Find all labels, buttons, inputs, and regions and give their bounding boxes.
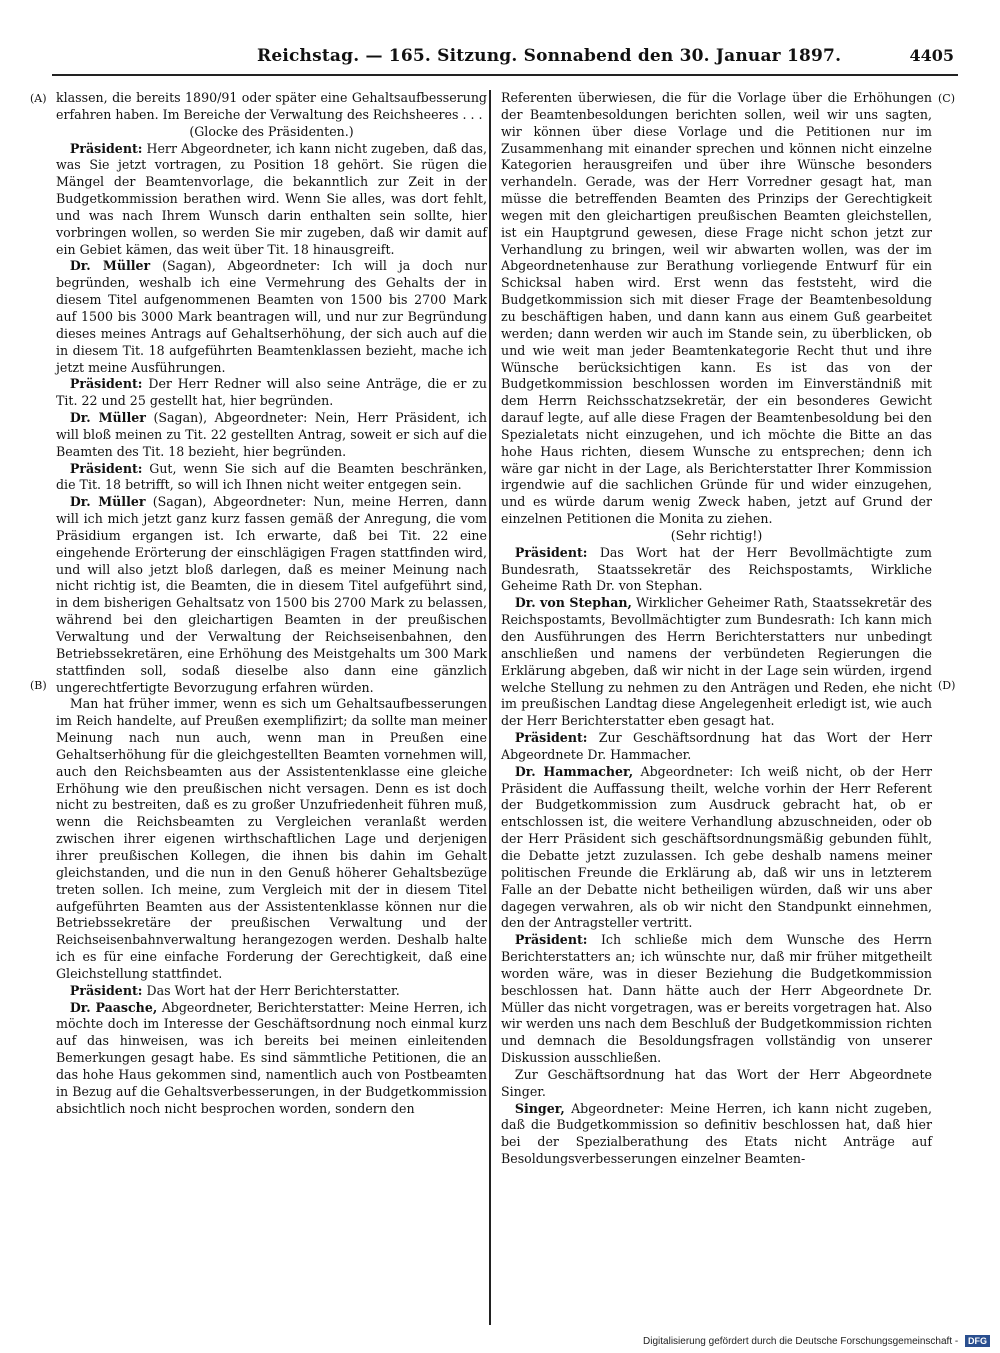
paragraph-text: Abgeordneter: Meine Herren, ich kann nicht zugeben, daß die Budgetkommission so definitiv beschlossen hat, daß hier bei der Spezialberathung des Etats nicht Anträge auf Besoldungsverbesserungen einzelner Beamten- xyxy=(501,1100,932,1167)
paragraph xyxy=(56,124,487,141)
page-number: 4405 xyxy=(909,46,954,65)
speaker-name: Präsident: xyxy=(69,376,143,392)
paragraph xyxy=(56,461,487,495)
paragraph xyxy=(56,90,487,124)
speaker-name: Dr. Müller xyxy=(69,258,151,274)
paragraph xyxy=(501,90,932,528)
paragraph xyxy=(56,983,487,1000)
paragraph-text: (Sagan), Abgeordneter: Ich will ja doch nur begründen, weshalb ich eine Vermehrung des Gehalts der in diesem Titel aufgenommenen Beamten von 1500 bis 2700 Mark auf 1500 bis 3000 Mark beantragen will, und nur zur Begründung dieses meines Antrags auf Gehaltserhöhung, der sich auch auf die in diesem Tit. 18 aufgeführten Beamtenklassen bezieht, mache ich jetzt meine Ausführungen. xyxy=(56,258,487,375)
paragraph-text: Das Wort hat der Herr Bevollmächtigte zum Bundesrath, Staatssekretär des Reichspostamts, Wirkliche Geheime Rath Dr. von Stephan. xyxy=(501,544,932,594)
page-header xyxy=(52,38,958,76)
dfg-logo: DFG xyxy=(965,1335,990,1347)
paragraph xyxy=(501,1067,932,1101)
paragraph-text: Wirklicher Geheimer Rath, Staatssekretär des Reichspostamts, Bevollmächtigter zum Bundesrath: Ich kann mich den Ausführungen des Herrn Berichterstatters nur unbedingt anschließen und namens der verbündeten Regierungen die Erklärung abgeben, daß wir nicht in der Lage sein würden, irgend welche Stellung zu nehmen zu den Anträgen und Reden, ehe nicht im preußischen Landtag diese Angelegenheit erledigt ist, wie auch der Herr Berichterstatter eben gesagt hat. xyxy=(501,595,932,729)
left-column xyxy=(56,90,487,1117)
paragraph-text: klassen, die bereits 1890/91 oder später eine Gehaltsaufbesserung erfahren haben. Im Bereiche der Verwaltung des Reichsheeres . . . xyxy=(56,90,487,122)
paragraph xyxy=(501,764,932,932)
running-title: Reichstag. — 165. Sitzung. Sonnabend den 30. Januar 1897. xyxy=(257,46,842,66)
speaker-name: Präsident: xyxy=(69,140,143,156)
paragraph-text: Der Herr Redner will also seine Anträge, die er zu Tit. 22 und 25 gestellt hat, hier begründen. xyxy=(56,376,487,409)
speaker-name: Präsident: xyxy=(69,982,143,998)
paragraph xyxy=(56,696,487,982)
paragraph xyxy=(501,730,932,764)
paragraph xyxy=(501,545,932,596)
speaker-name: Singer, xyxy=(514,1100,565,1116)
paragraph-text: (Glocke des Präsidenten.) xyxy=(189,123,354,139)
speaker-name: Dr. von Stephan, xyxy=(514,595,632,611)
paragraph xyxy=(56,376,487,410)
paragraph-text: Gut, wenn Sie sich auf die Beamten beschränken, die Tit. 18 betrifft, so will ich Ihnen nicht weiter entgegen sein. xyxy=(56,460,487,493)
paragraph xyxy=(56,494,487,696)
margin-mark-d: (D) xyxy=(938,679,956,692)
speaker-name: Präsident: xyxy=(69,460,143,476)
paragraph-text: Zur Geschäftsordnung hat das Wort der Herr Abgeordnete Dr. Hammacher. xyxy=(501,730,932,762)
speaker-name: Präsident: xyxy=(514,544,588,560)
paragraph-text: Abgeordneter: Ich weiß nicht, ob der Herr Präsident die Auffassung theilt, welche vorhin der Herr Referent der Budgetkommission zum Ausdruck gebracht hat, ob er entschlossen ist, die weitere Verhandlung abzuschneiden, oder ob der Herr Präsident sich geschäftsordnungsmäßig gebunden fühlt, die Debatte jetzt zuzulassen. Ich gebe deshalb namens meiner politischen Freunde die Erklärung ab, daß wir uns in letzterem Falle an der Debatte nicht betheiligen würden, daß wir uns aber dagegen verwahren, als ob wir nicht den Standpunkt einnehmen, den der Antragsteller vertritt. xyxy=(501,763,933,931)
column-divider xyxy=(489,90,491,1325)
paragraph xyxy=(501,528,932,545)
right-column xyxy=(501,90,932,1168)
speaker-name: Dr. Paasche, xyxy=(69,999,158,1015)
paragraph-text: Herr Abgeordneter, ich kann nicht zugeben, daß das, was Sie jetzt vortragen, zu Position 18 gehört. Sie rügen die Mängel der Beamtenvorlage, die bekanntlich zur Zeit in der Budgetkommission berathen wird. Wenn Sie alles, was dort fehlt, und was nach Ihrem Wunsch darin enthalten sein sollte, hier vorbringen wollen, so werden Sie mir zugeben, daß wir damit auf ein Gebiet kämen, das weit über Tit. 18 hinausgreift. xyxy=(56,140,487,257)
paragraph-text: Zur Geschäftsordnung hat das Wort der Herr Abgeordnete Singer. xyxy=(501,1066,932,1099)
paragraph-text: (Sehr richtig!) xyxy=(670,527,763,543)
footer xyxy=(600,1335,990,1351)
speaker-name: Präsident: xyxy=(514,932,588,948)
paragraph-text: Das Wort hat der Herr Berichterstatter. xyxy=(146,982,400,998)
paragraph xyxy=(501,1101,932,1168)
paragraph xyxy=(56,141,487,259)
paragraph-text: (Sagan), Abgeordneter: Nun, meine Herren, dann will ich mich jetzt ganz kurz fassen gemäß der Anregung, die vom Präsidium ergangen ist. Ich erwarte, daß bei Tit. 22 eine eingehende Erörterung der einschlägigen Fragen stattfinden wird, und will also jetzt bloß darlegen, daß es meiner Meinung nach nicht richtig ist, die Beamten, die in diesem Titel aufgeführt sind, in dem bisherigen Gehaltsatz von 1500 bis 2700 Mark zu belassen, während bei den gleichartigen Beamten in der preußischen Verwaltung und der Verwaltung der Reichseisenbahnen, den Betriebssekretären, eine Erhöhung des Meistgehalts um 300 Mark stattfinden soll, sodaß dieselbe also dann eine gänzlich ungerechtfertigte Bevorzugung erfahren würden. xyxy=(56,494,488,695)
margin-mark-b: (B) xyxy=(30,679,47,692)
speaker-name: Dr. Müller xyxy=(69,410,146,426)
paragraph xyxy=(56,1000,487,1118)
speaker-name: Präsident: xyxy=(514,730,588,746)
paragraph-text: Ich schließe mich dem Wunsche des Herrn Berichterstatters an; ich wünschte nur, daß mir früher mitgetheilt worden wäre, was in dieser Beziehung die Budgetkommission beschlossen hat. Dann hätte auch der Herr Abgeordnete Dr. Müller das nicht vorgetragen, was er bereits vorgetragen hat. Also wir werden uns nach dem Beschluß der Budgetkommission richten und demnach die Besoldungsfragen vollständig von unserer Diskussion ausschließen. xyxy=(501,932,932,1066)
paragraph xyxy=(501,595,932,730)
speaker-name: Dr. Müller xyxy=(69,494,146,510)
paragraph-text: Man hat früher immer, wenn es sich um Gehaltsaufbesserungen im Reich handelte, auf Preußen exemplifizirt; da sollte man meiner Meinung nach nun auch, wenn man in Preußen eine Gehaltserhöhung für die gleichgestellten Beamten vornehmen will, auch den Reichsbeamten aus der Assistentenklasse eine gleiche Erhöhung wie den preußischen nicht versagen. Denn es ist doch nicht zu bestreiten, daß es zu großer Unzufriedenheit führen muß, wenn die Reichsbeamten zu Vergleichen veranlaßt werden zwischen ihrer eigenen wirthschaftlichen Lage und derjenigen ihrer preußischen Kollegen, die ihnen bis dahin im Gehalt gleichstanden, und die nun in den Genuß höherer Gehaltsbezüge treten sollen. Ich meine, zum Vergleich mit der in diesem Titel aufgeführten Beamten aus der Assistentenklasse können nur die Betriebssekretäre der preußischen Verwaltung und der Reichseisenbahnverwaltung herangezogen werden. Deshalb halte ich es für eine einfache Forderung der Gerechtigkeit, daß eine Gleichstellung stattfindet. xyxy=(56,696,487,981)
margin-mark-c: (C) xyxy=(938,92,955,105)
speaker-name: Dr. Hammacher, xyxy=(514,763,634,779)
paragraph xyxy=(56,258,487,376)
margin-mark-a: (A) xyxy=(30,92,47,105)
paragraph xyxy=(56,410,487,461)
paragraph-text: Abgeordneter, Berichterstatter: Meine Herren, ich möchte doch im Interesse der Geschäftsordnung noch einmal kurz auf das hinweisen, was ich bereits bei meinen einleitenden Bemerkungen gesagt habe. Es sind sämmtliche Petitionen, die an das hohe Haus gekommen sind, namentlich auch von Postbeamten in Bezug auf die Gehaltsverbesserungen, in der Budgetkommission absichtlich noch nicht besprochen worden, sondern den xyxy=(56,999,487,1116)
paragraph xyxy=(501,932,932,1067)
paragraph-text: Referenten überwiesen, die für die Vorlage über die Erhöhungen der Beamtenbesoldungen berichten sollen, weil wir uns sagten, wir können über diese Vorlage und die Petitionen nur im Zusammenhang mit einander sprechen und können nicht einzelne Kategorien herausgreifen und über ihre Wünsche besonders verhandeln. Gerade, was der Herr Vorredner gesagt hat, man müsse die betreffenden Beamten des Prinzips der Gerechtigkeit wegen mit den gleichartigen preußischen Beamten gleichstellen, ist ein Hauptgrund gewesen, diese Frage nicht schon jetzt zur Verhandlung zu bringen, weil wir abwarten wollen, was der im Abgeordnetenhause zur Berathung vorliegende Entwurf für ein Schicksal haben wird. Erst wenn das feststeht, wird die Budgetkommission sich mit dieser Frage der Beamtenbesoldung zu beschäftigen haben, und dann kann aus einem Guß gearbeitet werden; dann werden wir auch im Stande sein, zu überblicken, ob und wie weit man jeder Beamtenkategorie Recht thut und ihre Wünsche berücksichtigen kann. Es ist das von der Budgetkommission beschlossen worden im Einverständniß mit dem Herrn Reichsschatzsekretär, der ein besonderes Gewicht darauf legte, auf alle diese Fragen der Beamtenbesoldung bei den Spezialetats nicht einzugehen, und ich möchte die Bitte an das hohe Haus richten, diesem Wunsche zu entsprechen; denn ich wäre gar nicht in der Lage, als Berichterstatter Ihrer Kommission irgendwie auf die sachlichen Gründe für und wider einzugehen, und es würde darum wenig Zweck haben, jetzt auf Grund der einzelnen Petitionen die Monita zu ziehen. xyxy=(501,90,932,527)
paragraph-text: (Sagan), Abgeordneter: Nein, Herr Präsident, ich will bloß meinen zu Tit. 22 gestellten Antrag, soweit er sich auf die Beamten des Tit. 18 bezieht, hier begründen. xyxy=(56,410,487,459)
footer-credit: Digitalisierung gefördert durch die Deutsche Forschungsgemeinschaft - xyxy=(643,1336,959,1347)
